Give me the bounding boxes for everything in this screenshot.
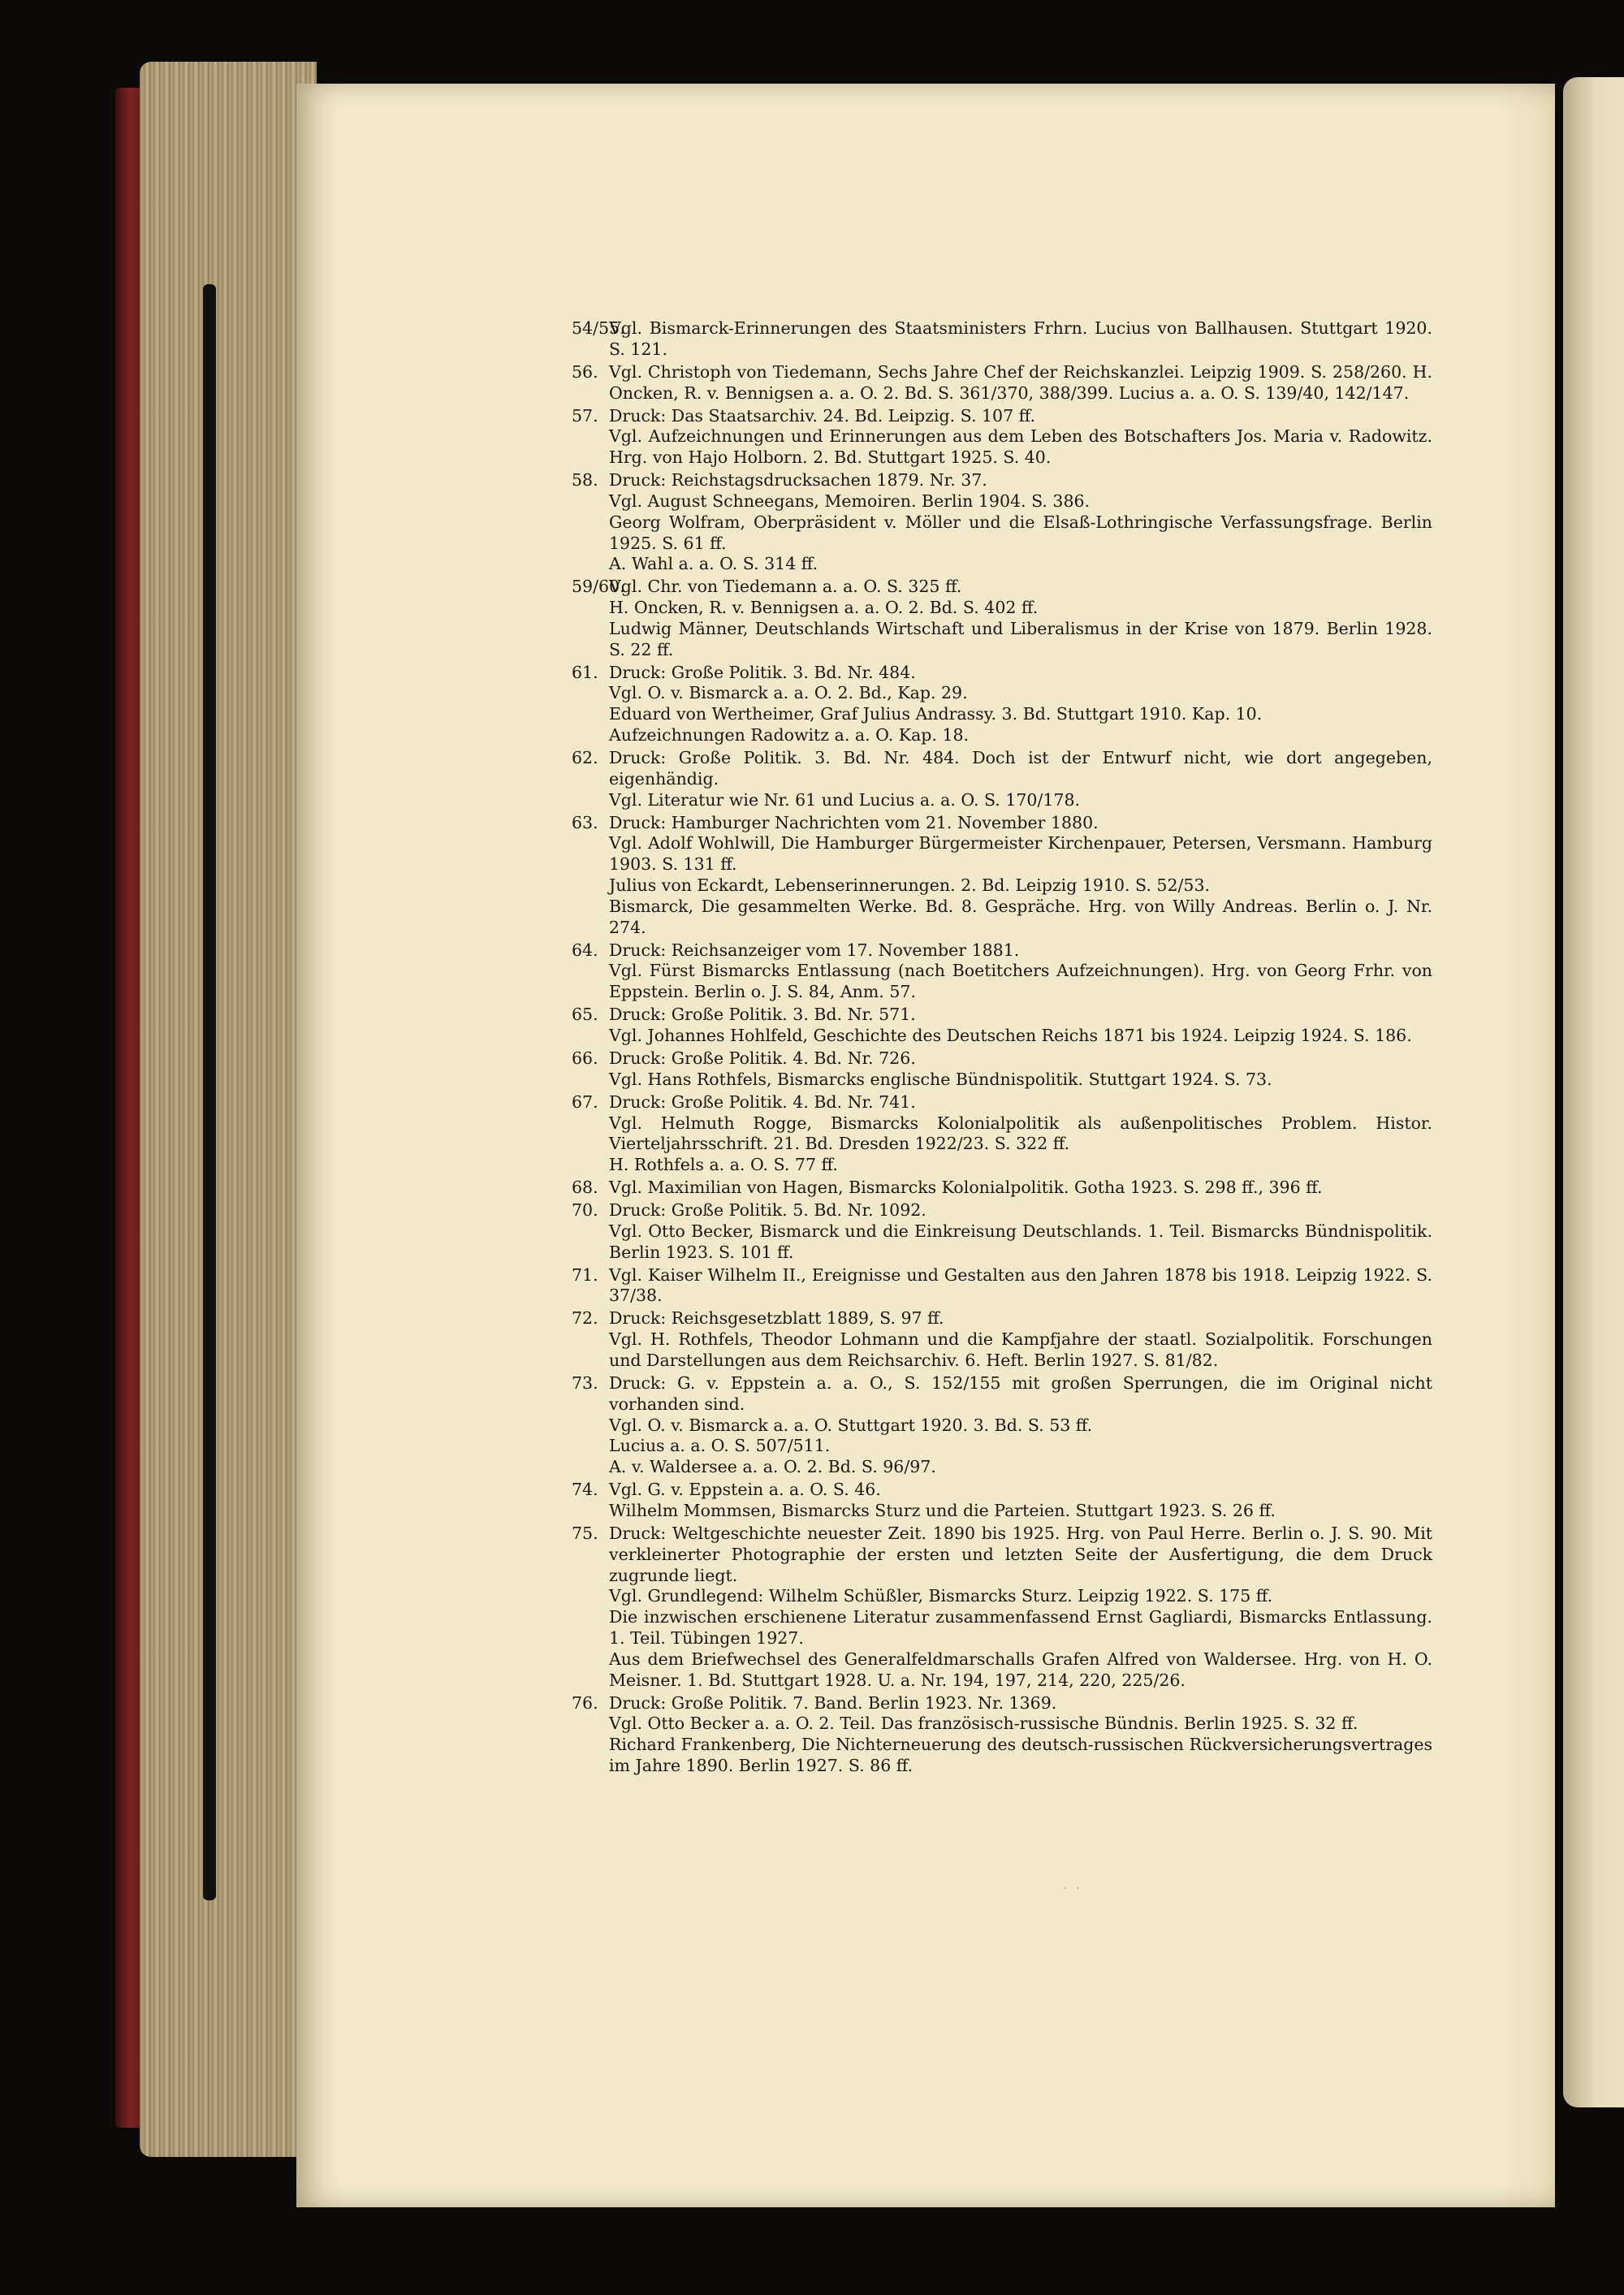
endnote-line: H. Rothfels a. a. O. S. 77 ff. — [609, 1155, 838, 1175]
endnote-line: Vgl. Grundlegend: Wilhelm Schüßler, Bismarcks Sturz. Leipzig 1922. S. 175 ff. — [609, 1586, 1273, 1606]
endnote-line: Druck: Große Politik. 4. Bd. Nr. 726. — [609, 1048, 916, 1068]
endnote-entry — [572, 1524, 1432, 1691]
endnote-number: 74. — [572, 1480, 598, 1500]
endnote-line: Druck: Reichstagsdrucksachen 1879. Nr. 37. — [609, 470, 987, 491]
endnote-number: 70. — [572, 1200, 598, 1221]
endnote-number: 72. — [572, 1308, 598, 1329]
spine-shadow — [203, 284, 216, 1900]
endnote-entry — [572, 1264, 1432, 1307]
endnote-line: Druck: Hamburger Nachrichten vom 21. November 1880. — [609, 812, 1099, 832]
endnote-line: Julius von Eckardt, Lebenserinnerungen. 2. Bd. Leipzig 1910. S. 52/53. — [609, 875, 1211, 896]
endnote-line: Vgl. Bismarck-Erinnerungen des Staatsministers Frhrn. Lucius von Ballhausen. Stuttgart 1920. S. 121. — [609, 318, 1432, 359]
endnote-entry — [572, 1091, 1432, 1176]
endnote-line: Lucius a. a. O. S. 507/511. — [609, 1436, 831, 1456]
endnote-entry — [572, 662, 1432, 746]
endnote-number: 58. — [572, 470, 598, 491]
page-speckles: · · — [1064, 1882, 1083, 1894]
endnote-line: Bismarck, Die gesammelten Werke. Bd. 8. Gespräche. Hrg. von Willy Andreas. Berlin o. J. Nr. 274. — [609, 896, 1432, 937]
endnote-entry — [572, 1480, 1432, 1522]
endnote-number: 63. — [572, 812, 598, 832]
endnote-number: 57. — [572, 405, 598, 426]
endnote-line: Richard Frankenberg, Die Nichterneuerung des deutsch-russischen Rückversicherungsvertrages im Jahre 1890. Berlin 1927. S. 86 ff. — [609, 1735, 1432, 1775]
endnote-line: Vgl. Aufzeichnungen und Erinnerungen aus dem Leben des Botschafters Jos. Maria v. Radowitz. Hrg. von Hajo Holborn. 2. Bd. Stuttgart 1925. S. 40. — [609, 426, 1432, 468]
endnote-line: Druck: Große Politik. 3. Bd. Nr. 484. Doch ist der Entwurf nicht, wie dort angegeben, eigenhändig. — [609, 748, 1432, 789]
endnote-line: Vgl. Otto Becker, Bismarck und die Einkreisung Deutschlands. 1. Teil. Bismarcks Bündnispolitik. Berlin 1923. S. 101 ff. — [609, 1221, 1432, 1262]
endnote-number: 73. — [572, 1373, 598, 1394]
endnote-number: 62. — [572, 748, 598, 768]
endnotes-list — [572, 318, 1432, 1779]
endnote-line: Vgl. Literatur wie Nr. 61 und Lucius a. a. O. S. 170/178. — [609, 789, 1081, 810]
endnote-number: 65. — [572, 1005, 598, 1025]
endnote-line: Druck: Reichsgesetzblatt 1889, S. 97 ff. — [609, 1308, 944, 1329]
endnote-line: Vgl. Fürst Bismarcks Entlassung (nach Boetitchers Aufzeichnungen). Hrg. von Georg Frhr. von Eppstein. Berlin o. J. S. 84, Anm. 57. — [609, 961, 1432, 1002]
endnote-line: H. Oncken, R. v. Bennigsen a. a. O. 2. Bd. S. 402 ff. — [609, 598, 1039, 618]
endnote-entry — [572, 1048, 1432, 1091]
endnote-entry — [572, 812, 1432, 939]
facing-page-edge — [1563, 77, 1624, 2107]
endnote-line: Georg Wolfram, Oberpräsident v. Möller und die Elsaß-Lothringische Verfassungsfrage. Berlin 1925. S. 61 ff. — [609, 512, 1432, 553]
endnote-entry — [572, 748, 1432, 810]
endnote-entry — [572, 1692, 1432, 1777]
endnote-line: Ludwig Männer, Deutschlands Wirtschaft und Liberalismus in der Krise von 1879. Berlin 1928. S. 22 ff. — [609, 618, 1432, 659]
endnote-number: 61. — [572, 662, 598, 682]
endnote-number: 56. — [572, 361, 598, 382]
endnote-entry — [572, 361, 1432, 404]
endnote-line: Vgl. Helmuth Rogge, Bismarcks Kolonialpolitik als außenpolitisches Problem. Histor. Vierteljahrsschrift. 21. Bd. Dresden 1922/23. S. 322 ff. — [609, 1113, 1432, 1154]
endnote-line: Druck: Reichsanzeiger vom 17. November 1881. — [609, 940, 1020, 960]
endnote-line: Vgl. Adolf Wohlwill, Die Hamburger Bürgermeister Kirchenpauer, Petersen, Versmann. Hamburg 1903. S. 131 ff. — [609, 833, 1432, 875]
endnote-entry — [572, 1308, 1432, 1371]
endnote-line: Vgl. Maximilian von Hagen, Bismarcks Kolonialpolitik. Gotha 1923. S. 298 ff., 396 ff. — [609, 1178, 1323, 1198]
endnote-entry — [572, 470, 1432, 575]
endnote-entry — [572, 1005, 1432, 1047]
endnote-number: 68. — [572, 1178, 598, 1198]
endnote-line: Vgl. O. v. Bismarck a. a. O. Stuttgart 1920. 3. Bd. S. 53 ff. — [609, 1415, 1093, 1435]
endnote-number: 66. — [572, 1048, 598, 1068]
endnote-line: Druck: Große Politik. 5. Bd. Nr. 1092. — [609, 1200, 926, 1221]
endnote-line: Vgl. Kaiser Wilhelm II., Ereignisse und Gestalten aus den Jahren 1878 bis 1918. Leipzig 1922. S. 37/38. — [609, 1264, 1432, 1306]
endnote-entry — [572, 940, 1432, 1003]
endnote-line: Druck: Große Politik. 7. Band. Berlin 1923. Nr. 1369. — [609, 1692, 1057, 1713]
endnote-line: Druck: Große Politik. 3. Bd. Nr. 484. — [609, 662, 916, 682]
endnote-line: Vgl. G. v. Eppstein a. a. O. S. 46. — [609, 1480, 881, 1500]
endnote-line: Vgl. H. Rothfels, Theodor Lohmann und die Kampfjahre der staatl. Sozialpolitik. Forschungen und Darstellungen aus dem Reichsarchiv. 6. Heft. Berlin 1927. S. 81/82. — [609, 1329, 1432, 1371]
endnote-line: Aufzeichnungen Radowitz a. a. O. Kap. 18. — [609, 725, 970, 746]
endnote-number: 75. — [572, 1524, 598, 1543]
endnote-line: Vgl. Christoph von Tiedemann, Sechs Jahre Chef der Reichskanzlei. Leipzig 1909. S. 258/260. H. Oncken, R. v. Bennigsen a. a. O. 2. Bd. S. 361/370, 388/399. Lucius a. a. O. S. 139/40, 142/147. — [609, 361, 1432, 403]
endnote-line: Druck: Weltgeschichte neuester Zeit. 1890 bis 1925. Hrg. von Paul Herre. Berlin o. J. S. 90. Mit verkleinerter Photographie der ersten und letzten Seite der Ausfertigung, die dem Druck zugrunde liegt. — [609, 1524, 1432, 1585]
page-edges — [140, 62, 317, 2157]
endnote-number: 76. — [572, 1692, 598, 1713]
endnote-entry — [572, 1200, 1432, 1263]
endnote-entry — [572, 577, 1432, 660]
endnote-entry — [572, 318, 1432, 361]
endnote-line: Vgl. Otto Becker a. a. O. 2. Teil. Das französisch-russische Bündnis. Berlin 1925. S. 32 ff. — [609, 1714, 1358, 1734]
endnote-line: A. v. Waldersee a. a. O. 2. Bd. S. 96/97. — [609, 1457, 936, 1477]
endnote-number: 54/55. — [572, 318, 625, 338]
endnote-number: 64. — [572, 940, 598, 960]
endnote-entry — [572, 405, 1432, 469]
endnote-line: Vgl. August Schneegans, Memoiren. Berlin 1904. S. 386. — [609, 491, 1091, 511]
endnote-line: Eduard von Wertheimer, Graf Julius Andrassy. 3. Bd. Stuttgart 1910. Kap. 10. — [609, 704, 1263, 724]
endnote-line: Druck: G. v. Eppstein a. a. O., S. 152/155 mit großen Sperrungen, die im Original nicht vorhanden sind. — [609, 1373, 1432, 1414]
endnote-line: A. Wahl a. a. O. S. 314 ff. — [609, 554, 818, 574]
endnote-line: Druck: Das Staatsarchiv. 24. Bd. Leipzig. S. 107 ff. — [609, 405, 1036, 426]
endnote-entry — [572, 1373, 1432, 1478]
endnote-line: Vgl. Chr. von Tiedemann a. a. O. S. 325 ff. — [609, 577, 962, 597]
endnote-line: Aus dem Briefwechsel des Generalfeldmarschalls Grafen Alfred von Waldersee. Hrg. von H. O. Meisner. 1. Bd. Stuttgart 1928. U. a. Nr. 194, 197, 214, 220, 225/26. — [609, 1649, 1432, 1690]
endnote-line: Wilhelm Mommsen, Bismarcks Sturz und die Parteien. Stuttgart 1923. S. 26 ff. — [609, 1501, 1276, 1521]
endnote-line: Vgl. Hans Rothfels, Bismarcks englische Bündnispolitik. Stuttgart 1924. S. 73. — [609, 1069, 1272, 1089]
endnote-line: Vgl. O. v. Bismarck a. a. O. 2. Bd., Kap. 29. — [609, 683, 968, 703]
endnote-line: Die inzwischen erschienene Literatur zusammenfassend Ernst Gagliardi, Bismarcks Entlassung. 1. Teil. Tübingen 1927. — [609, 1607, 1432, 1648]
endnote-line: Vgl. Johannes Hohlfeld, Geschichte des Deutschen Reichs 1871 bis 1924. Leipzig 1924. S. 186. — [609, 1025, 1412, 1045]
endnote-number: 71. — [572, 1264, 598, 1285]
endnote-entry — [572, 1178, 1432, 1199]
endnote-number: 67. — [572, 1091, 598, 1112]
endnote-number: 59/60. — [572, 577, 625, 597]
endnote-line: Druck: Große Politik. 4. Bd. Nr. 741. — [609, 1091, 916, 1112]
endnote-line: Druck: Große Politik. 3. Bd. Nr. 571. — [609, 1005, 916, 1025]
